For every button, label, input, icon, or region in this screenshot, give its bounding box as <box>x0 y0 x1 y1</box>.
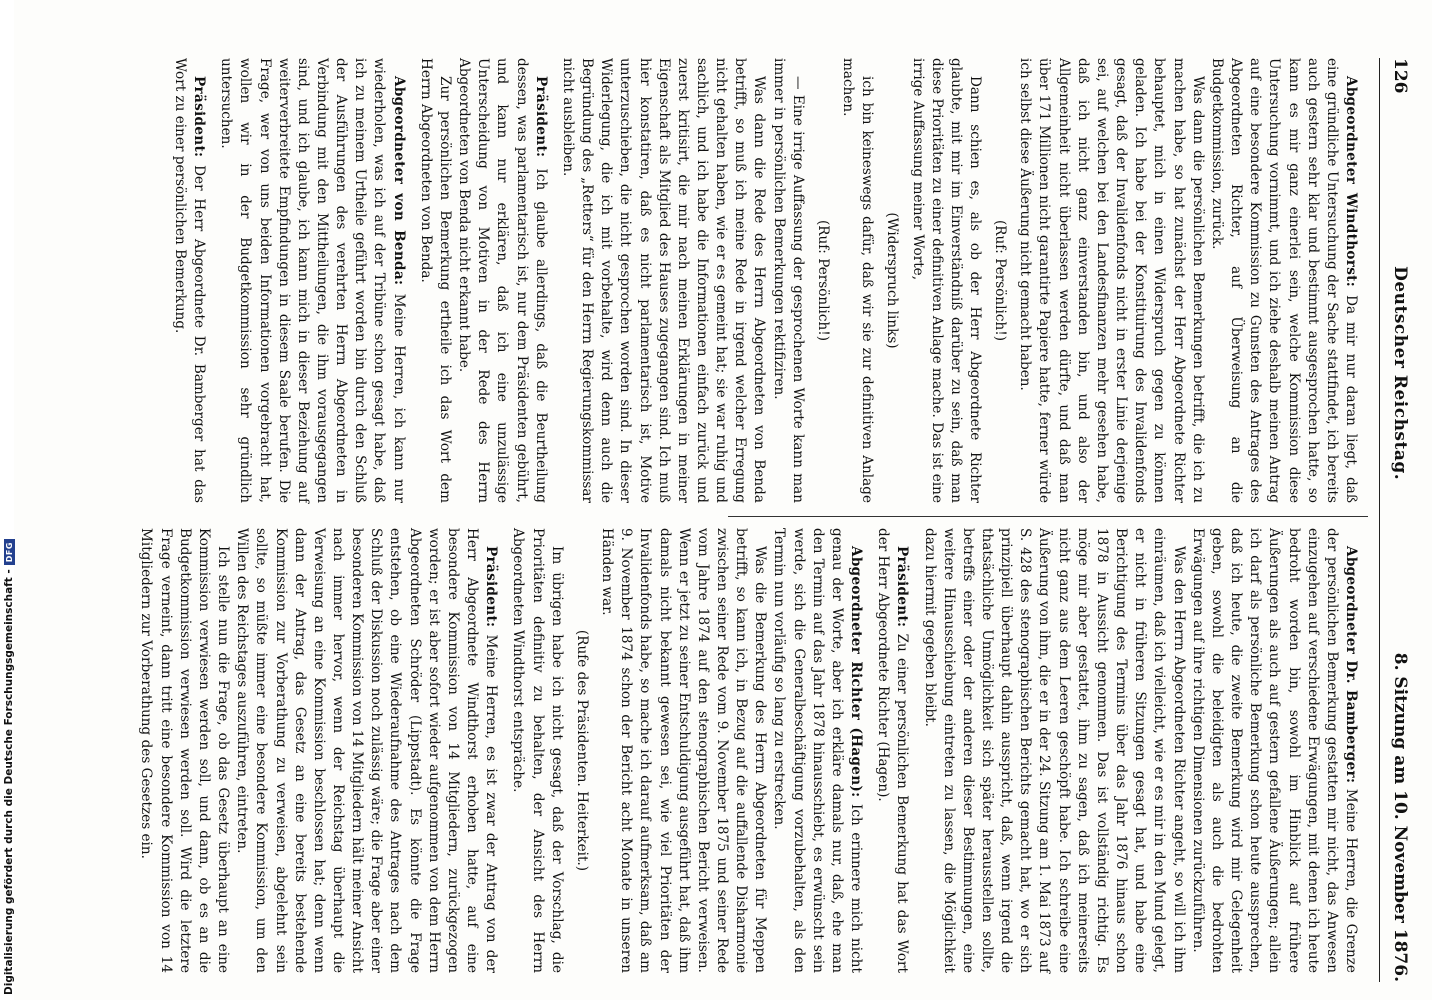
paragraph-text: Was den Herrn Abgeordneten Richter angeht, so will ich ihm einräumen, daß ich vielleicht, wie er es mir in den Mund gelegt, er nicht in früheren Sitzungen gesagt hat, und habe eine Berichtigung des Termins über das Jahr 1876 hinaus schon 1878 in Aussicht genommen. Das ist vollständig richtig. Es möge mir aber gestattet, ihm zu sagen, daß ich meinerseits nicht ganz aus dem Leeren geschöpft habe. Ich schreibe eine Äußerung von ihm, die er in der 24. Sitzung am 1. Mai 1873 auf S. 428 des stenographischen Berichts gemacht hat, wo er sich prinzipiell überhaupt dahin ausspricht, daß, wenn irgend die thatsächliche Unmöglichkeit sich später herausstellen sollte, betreffs einer oder der anderen dieser Bestimmungen, eine weitere Hinausschiebung eintreten zu lassen, die Möglichkeit dazu hiermit gegeben bleibt. <box>921 528 1187 973</box>
stage-direction: (Ruf: Persönlich!) <box>992 219 1009 342</box>
paragraph-text: Ich erinnere mich nicht genau der Worte, aber ich erkläre damals nur, daß, ehe man den Termin auf das Jahr 1878 hinausschiebt, es erwünscht sein werde, sich die Generalbeschäftigung vorzubehalten, als den Termin nun vorläufig so lang zu erstrecken. <box>771 528 865 973</box>
paragraph-text: Ich stelle nun die Frage, ob das Gesetz überhaupt an eine Kommission verwiesen werden soll, und dann, ob es an die Budgetkommission verwiesen werden soll. Wird die letztere Frage verneint, dann tritt eine besondere Kommission von 14 Mitgliedern zur Vorberathung des Gesetzes ein. <box>138 528 232 973</box>
paragraph-text: Meine Herren, es ist zwar der Antrag von der Herr Abgeordnete Windthorst erhoben hatte, auf eine besondere Kommission von 14 Mitgliedern, zurückgezogen worden; er ist aber sofort wieder aufgenommen von dem Herrn Abgeordneten Schröder (Lippstadt). Es könnte die Frage entstehen, ob eine Wiederaufnahme des Antrages nach dem Schluß der Diskussion noch zulässig wäre; die Frage aber einer besonderen Kommission von 14 Mitgliedern hält meiner Ansicht nach immer hervor, wenn der Reichstag überhaupt die Verweisung an eine Kommission beschlossen hat; denn wenn dann der Antrag, das Gesetz an eine bereits bestehende Kommission zur Vorberathung zu verweisen, abgelehnt sein sollte, so müßte immer eine besondere Kommission, um den Willen des Reichstages auszuführen, eintreten. <box>234 528 500 973</box>
digitization-credit <box>3 542 15 995</box>
paragraph-text: Ich glaube allerdings, daß die Beurtheilung dessen, was parlamentarisch ist, nur dem Präsidenten gebührt, und kann nur erklären, daß ich eine unzulässige Unterscheidung von Motiven in der Rede des Herrn Abgeordneten von Benda nicht erkannt habe. <box>456 58 549 503</box>
stage-direction: (Rufe des Präsidenten. Heiterkeit.) <box>573 629 590 872</box>
page-header <box>1379 58 1410 982</box>
speaker-name: Abgeordneter Windthorst: <box>1343 76 1359 288</box>
speech-paragraph <box>1188 528 1360 973</box>
paragraph-text: Dann schien es, als ob der Herr Abgeordnete Richter glaubte, mit mir im Einverständniß darüber zu sein, daß man diese Prioritäten zu einer definitiven Anlage mache. Das ist eine irrige Auffassung meiner Worte, <box>909 58 984 503</box>
paragraph-text: Meine Herren, ich kann nur wiederholen, was ich auf der Tribüne schon gesagt habe, daß ich zu meinem Urtheile geführt worden bin durch den Schluß der Ausführungen des verehrten Herrn Abgeordneten in Verbindung mit den Mittheilungen, die ihm vorausgegangen sind, und ich glaube, ich kann mich in dieser Beziehung auf weiterverbreitete Empfindungen in diesem Saale berufen. Die Frage, wer von uns beiden Informationen vorgebracht hat, wollen wir in der Budgetkommission sehr gründlich untersuchen. <box>218 58 407 503</box>
paragraph-text: — Eine irrige Auffassung der gesprochenen Worte kann man immer in persönlichen Bemerkungen rektifiziren. <box>770 58 806 503</box>
paragraph-text: Was dann die Rede des Herrn Abgeordneten von Benda betrifft, so muß ich meine Rede in irgend welcher Erregung nicht gehalten haben, wie er es gemeint hat; sie war ruhig und sachlich, und ich habe die Informationen einfach zurück und zuerst kritisirt, die mir nach meinen Erklärungen in meiner Eigenschaft als Mitglied des Hauses zugegangen sind. Ich muß hier konstatiren, daß es nicht parlamentarisch ist, Motive unterzuschieben, die nicht gesprochen worden sind. In dieser Widerlegung, die ich mit vorbehalte, wird denn auch die Begründung des „Retters“ für den Herrn Regierungskommissar nicht ausbleiben. <box>559 58 768 503</box>
paragraph-text: Zu einer persönlichen Bemerkung hat das Wort der Herr Abgeordnete Richter (Hagen). <box>875 528 911 973</box>
speech-paragraph <box>769 528 865 973</box>
left-column <box>92 58 1368 503</box>
speaker-name: Präsident: <box>191 76 208 158</box>
paragraph <box>768 58 806 503</box>
stage-direction: (Widerspruch links) <box>884 212 901 349</box>
paragraph <box>508 528 565 973</box>
speaker-name: Abgeordneter Richter (Hagen): <box>848 546 865 798</box>
paragraph-text: Zur persönlichen Bemerkung ertheile ich das Wort dem Herrn Abgeordneten von Benda. <box>417 58 453 503</box>
paragraph <box>597 528 769 973</box>
speech-paragraph <box>1207 58 1360 503</box>
speech-paragraph <box>216 58 408 503</box>
paragraph <box>136 528 232 973</box>
column-divider <box>728 516 1368 517</box>
paragraph-text: Was die Bemerkung des Herrn Abgeordneten für Meppen betrifft, so kann ich, in Bezug auf die auffallende Disharmonie zwischen seiner Rede vom 9. November 1875 und seiner Rede vom Jahre 1874 auf den stenographischen Bericht verweisen. Wenn er jetzt zu seiner Entschuldigung ausgeführt hat, daß ihm damals nicht bekannt gewesen sei, wie viel Prioritäten der Invalidenfonds habe, so mache ich darauf aufmerksam, daß am 9. November 1874 schon der Bericht acht Monate in unseren Händen war. <box>599 528 769 973</box>
paragraph <box>919 528 1187 973</box>
paragraph-text: ich bin keineswegs dafür, daß wir sie zur definitiven Anlage machen. <box>840 58 876 503</box>
speaker-name: Abgeordneter Dr. Bamberger: <box>1343 546 1359 784</box>
speech-paragraph <box>454 58 550 503</box>
speech-paragraph <box>170 58 208 503</box>
paragraph <box>1015 58 1207 503</box>
right-column <box>92 528 1368 973</box>
paragraph-text: Da mir nur daran liegt, daß eine gründliche Untersuchung der Sache stattfindet, ich bereits auch gestern sehr klar und bestimmt ausgesprochen hatte, so kann es mir ganz einerlei sein, welche Kommission diese Untersuchung vornimmt, und ich ziehe deshalb meinen Antrag auf eine besondere Kommission zu Gunsten des Antrages des Abgeordneten Richter, auf Überweisung an die Budgetkommission, zurück. <box>1208 58 1359 503</box>
paragraph <box>838 58 876 503</box>
speaker-name: Präsident: <box>894 546 911 628</box>
paragraph-text: Im übrigen habe ich nicht gesagt, daß der Vorschlag, die Prioritäten definitiv zu behalten, der Ansicht des Herrn Abgeordneten Windthorst entspräche. <box>510 528 565 973</box>
header-title: Deutscher Reichstag. <box>1390 266 1410 481</box>
speaker-name: Präsident: <box>483 546 500 628</box>
paragraph-text: Meine Herren, die Grenze der persönlichen Bemerkung gestatten mir nicht, das Anwesen einzugehen auf verschiedene Erwägungen, mit denen ich heute bedroht worden bin, sowohl im Hinblick auf frühere Äußerungen als auch auf gestern gefallene Äußerungen; allein ich darf als persönliche Bemerkung schon heute aussprechen, daß ich heute, die zweite Bemerkung wird mir Gelegenheit geben, sowohl die beleidigten als auch die bedrohten Erwägungen auf ihre richtigen Dimensionen zurückzuführen. <box>1189 528 1359 973</box>
stage-direction: (Ruf: Persönlich!) <box>814 219 831 342</box>
paragraph <box>558 58 769 503</box>
paragraph-text: Der Herr Abgeordnete Dr. Bamberger hat das Wort zu einer persönlichen Bemerkung. <box>171 58 208 503</box>
dfg-logo: DFG <box>4 539 15 565</box>
paragraph-text: Was dann die persönlichen Bemerkungen betrifft, die ich zu machen habe, so hat zunächst der Herr Abgeordnete Richter behauptet, mich in einen Widerspruch gegen zu können geladen. Ich habe bei der Konstituirung des Invalidenfonds gesagt, daß der Invalidenfonds nicht in erster Linie derjenige sei, auf welchen bei den Landesfinanzen mehr gesehen habe, daß ich nicht ganz einverstanden bin, und also der Allgemeinheit nicht überlassen werden dürfte, und daß man über 171 Millionen nicht garantirte Papiere hatte, ferner würde ich selbst diese Äußerung nicht gemacht haben. <box>1017 58 1206 503</box>
rotated-page-content <box>92 50 1410 990</box>
header-session: 8. Sitzung am 10. November 1876. <box>1390 652 1410 982</box>
speaker-name: Abgeordneter von Benda: <box>390 76 407 286</box>
speech-paragraph <box>873 528 911 973</box>
credit-text: Digitalisierung gefördert durch die Deutsche Forschungsgemeinschaft - <box>3 569 15 995</box>
paragraph <box>416 58 454 503</box>
speech-paragraph <box>232 528 500 973</box>
page-number: 126 <box>1390 58 1410 94</box>
paragraph <box>907 58 984 503</box>
speaker-name: Präsident: <box>532 76 549 158</box>
